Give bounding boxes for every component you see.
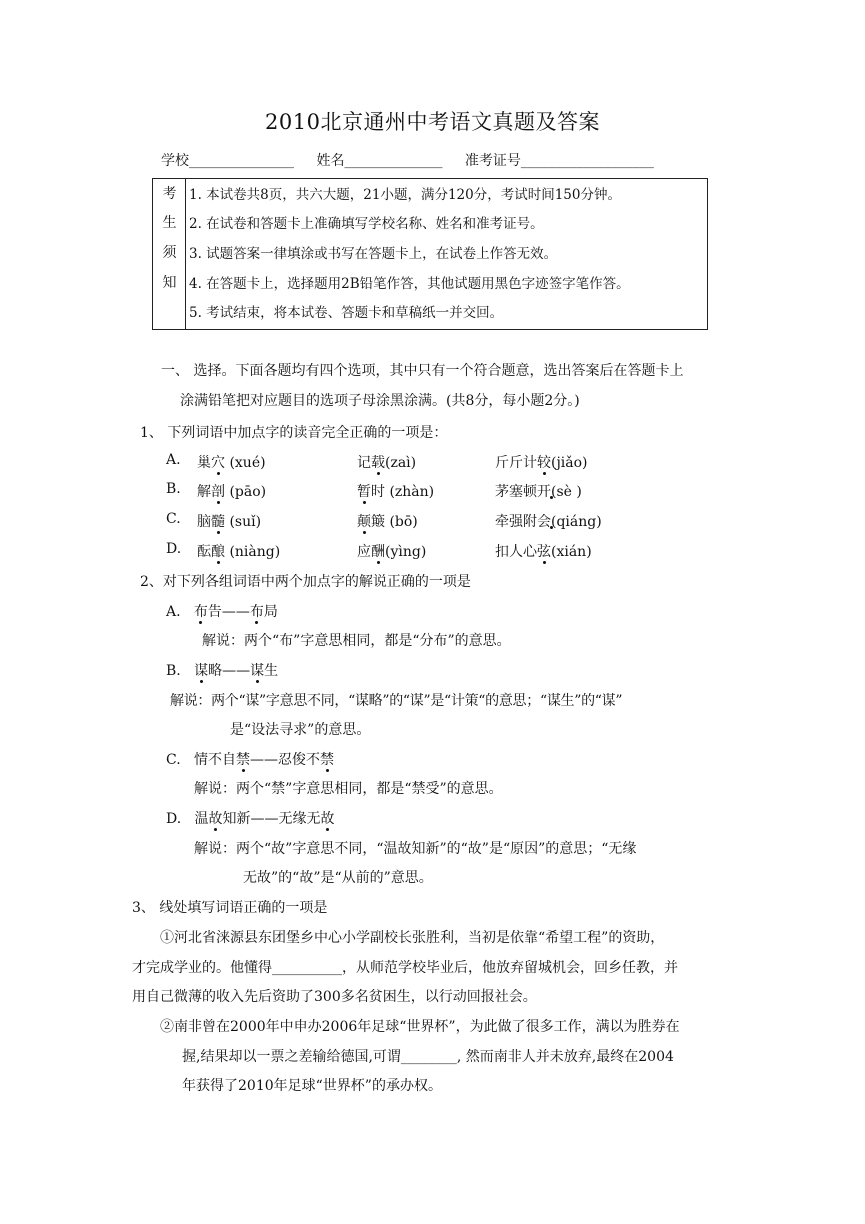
section1-instruction-line1: 一、 选择。下面各题均有四个选项，其中只有一个符合题意，选出答案后在答题卡上 — [161, 363, 684, 379]
candidate-info-line — [161, 150, 721, 170]
q2-option-a: A. 布告——布局 — [166, 601, 278, 621]
q2-option-d-explanation-line2: 无故”的“故”是“从前的”意思。 — [243, 870, 433, 886]
option-word: 暂时 (zhàn) — [357, 481, 434, 501]
option-word: 应酬(yìng) — [357, 541, 426, 561]
option-word: 牵强附会(qiáng) — [495, 514, 602, 530]
q3-passage2-line2: 握,结果却以一票之差输给德国,可谓________, 然而南非人并未放弃,最终在2004 — [182, 1049, 674, 1065]
q3-stem: 3、 线处填写词语正确的一项是 — [132, 900, 328, 916]
page-title: 2010北京通州中考语文真题及答案 — [265, 110, 600, 134]
exam-id-field[interactable]: 准考证号___________________ — [464, 153, 654, 169]
option-word: 酝酿 (niàng) — [197, 541, 280, 561]
q3-passage1-line1: ①河北省涞源县东团堡乡中心小学副校长张胜利，当初是依靠“希望工程”的资助， — [160, 930, 665, 946]
notice-item: 2. 在试卷和答题卡上准确填写学校名称、姓名和准考证号。 — [189, 216, 544, 232]
notice-item: 4. 在答题卡上，选择题用2B铅笔作答，其他试题用黑色字迹签字笔作答。 — [189, 276, 630, 292]
q2-option-c-explanation: 解说：两个“禁”字意思相同，都是“禁受”的意思。 — [194, 781, 503, 797]
school-field[interactable]: 学校_______________ — [161, 153, 294, 169]
option-label: A. — [166, 452, 181, 468]
q2-option-d: D. 温故知新——无缘无故 — [166, 808, 335, 828]
option-word: 斤斤计较(jiǎo) — [495, 452, 588, 472]
option-word: 颠簸 (bō) — [357, 511, 418, 531]
q2-option-d-explanation-line1: 解说：两个“故”字意思不同，“温故知新”的“故”是“原因”的意思；“无缘 — [194, 841, 637, 857]
option-word: 巢穴 (xué) — [197, 452, 266, 472]
notice-heading-char: 生 — [162, 215, 177, 231]
name-field[interactable]: 姓名______________ — [316, 153, 443, 169]
q3-passage2-line3: 年获得了2010年足球“世界杯”的承办权。 — [182, 1078, 442, 1094]
q2-option-b-explanation-line2: 是“设法寻求”的意思。 — [230, 722, 371, 738]
option-word: 解剖 (pāo) — [197, 481, 266, 501]
notice-item: 1. 本试卷共8页，共六大题，21小题，满分120分，考试时间150分钟。 — [189, 187, 621, 203]
q2-stem: 2、对下列各组词语中两个加点字的解说正确的一项是 — [140, 574, 471, 590]
notice-heading — [153, 179, 186, 329]
q2-option-a-explanation: 解说：两个“布”字意思相同，都是“分布”的意思。 — [202, 633, 511, 649]
q2-option-c: C. 情不自禁——忍俊不禁 — [166, 749, 334, 769]
q3-passage1-line2: 才完成学业的。他懂得__________，从师范学校毕业后，他放弃留城机会，回乡任教，并 — [132, 960, 678, 976]
option-label: B. — [166, 481, 181, 497]
notice-heading-char: 考 — [162, 186, 177, 202]
option-word: 茅塞顿开(sè ) — [495, 484, 582, 500]
q1-stem: 1、 下列词语中加点字的读音完全正确的一项是： — [140, 425, 448, 441]
option-word: 扣人心弦(xián) — [495, 541, 592, 561]
option-word: 记载(zaì) — [357, 452, 416, 472]
q2-option-b: B. 谋略——谋生 — [166, 660, 278, 680]
q3-passage2-line1: ②南非曾在2000年中申办2006年足球“世界杯”，为此做了很多工作，满以为胜券在 — [160, 1019, 680, 1035]
q3-passage1-line3: 用自己微薄的收入先后资助了300多名贫困生，以行动回报社会。 — [132, 989, 537, 1005]
option-label: C. — [166, 511, 181, 527]
notice-item: 5. 考试结束，将本试卷、答题卡和草稿纸一并交回。 — [189, 305, 504, 321]
notice-item: 3. 试题答案一律填涂或书写在答题卡上，在试卷上作答无效。 — [189, 246, 558, 262]
q2-option-b-explanation-line1: 解说：两个“谋”字意思不同，“谋略”的“谋”是“计策“的意思；“谋生”的“谋” — [170, 693, 623, 709]
option-word: 脑髓 (suǐ) — [197, 511, 261, 531]
section1-instruction-line2: 涂满铅笔把对应题目的选项子母涂黑涂满。(共8分，每小题2分。) — [180, 393, 580, 409]
candidate-notice-box — [152, 178, 708, 330]
notice-heading-char: 须 — [162, 245, 177, 261]
option-label: D. — [166, 541, 182, 557]
notice-heading-char: 知 — [162, 275, 177, 291]
